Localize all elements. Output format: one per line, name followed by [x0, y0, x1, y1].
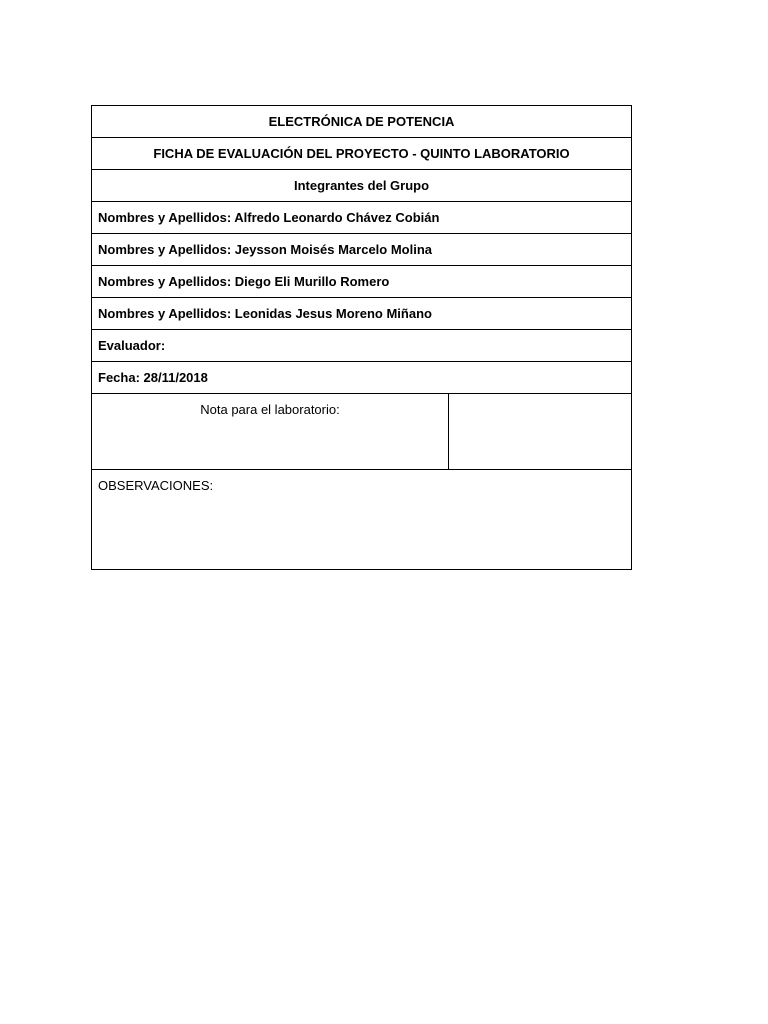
grade-row: [92, 394, 632, 470]
date-label: Fecha: 28/11/2018: [92, 362, 632, 394]
grade-label: Nota para el laboratorio:: [92, 394, 449, 470]
date-row: [92, 362, 632, 394]
title-row: [92, 106, 632, 138]
member-row: [92, 202, 632, 234]
member-name-1: Nombres y Apellidos: Alfredo Leonardo Chávez Cobián: [92, 202, 632, 234]
subtitle-row: [92, 138, 632, 170]
evaluator-label: Evaluador:: [92, 330, 632, 362]
member-name-4: Nombres y Apellidos: Leonidas Jesus Moreno Miñano: [92, 298, 632, 330]
grade-value-cell[interactable]: [449, 394, 632, 470]
evaluator-row: [92, 330, 632, 362]
member-name-2: Nombres y Apellidos: Jeysson Moisés Marcelo Molina: [92, 234, 632, 266]
member-row: [92, 266, 632, 298]
observations-row: [92, 470, 632, 570]
form-subtitle: FICHA DE EVALUACIÓN DEL PROYECTO - QUINTO LABORATORIO: [92, 138, 632, 170]
member-name-3: Nombres y Apellidos: Diego Eli Murillo Romero: [92, 266, 632, 298]
member-row: [92, 234, 632, 266]
form-title: ELECTRÓNICA DE POTENCIA: [92, 106, 632, 138]
observations-label: OBSERVACIONES:: [92, 470, 632, 570]
evaluation-form-table: [91, 105, 632, 570]
group-heading: Integrantes del Grupo: [92, 170, 632, 202]
member-row: [92, 298, 632, 330]
group-heading-row: [92, 170, 632, 202]
